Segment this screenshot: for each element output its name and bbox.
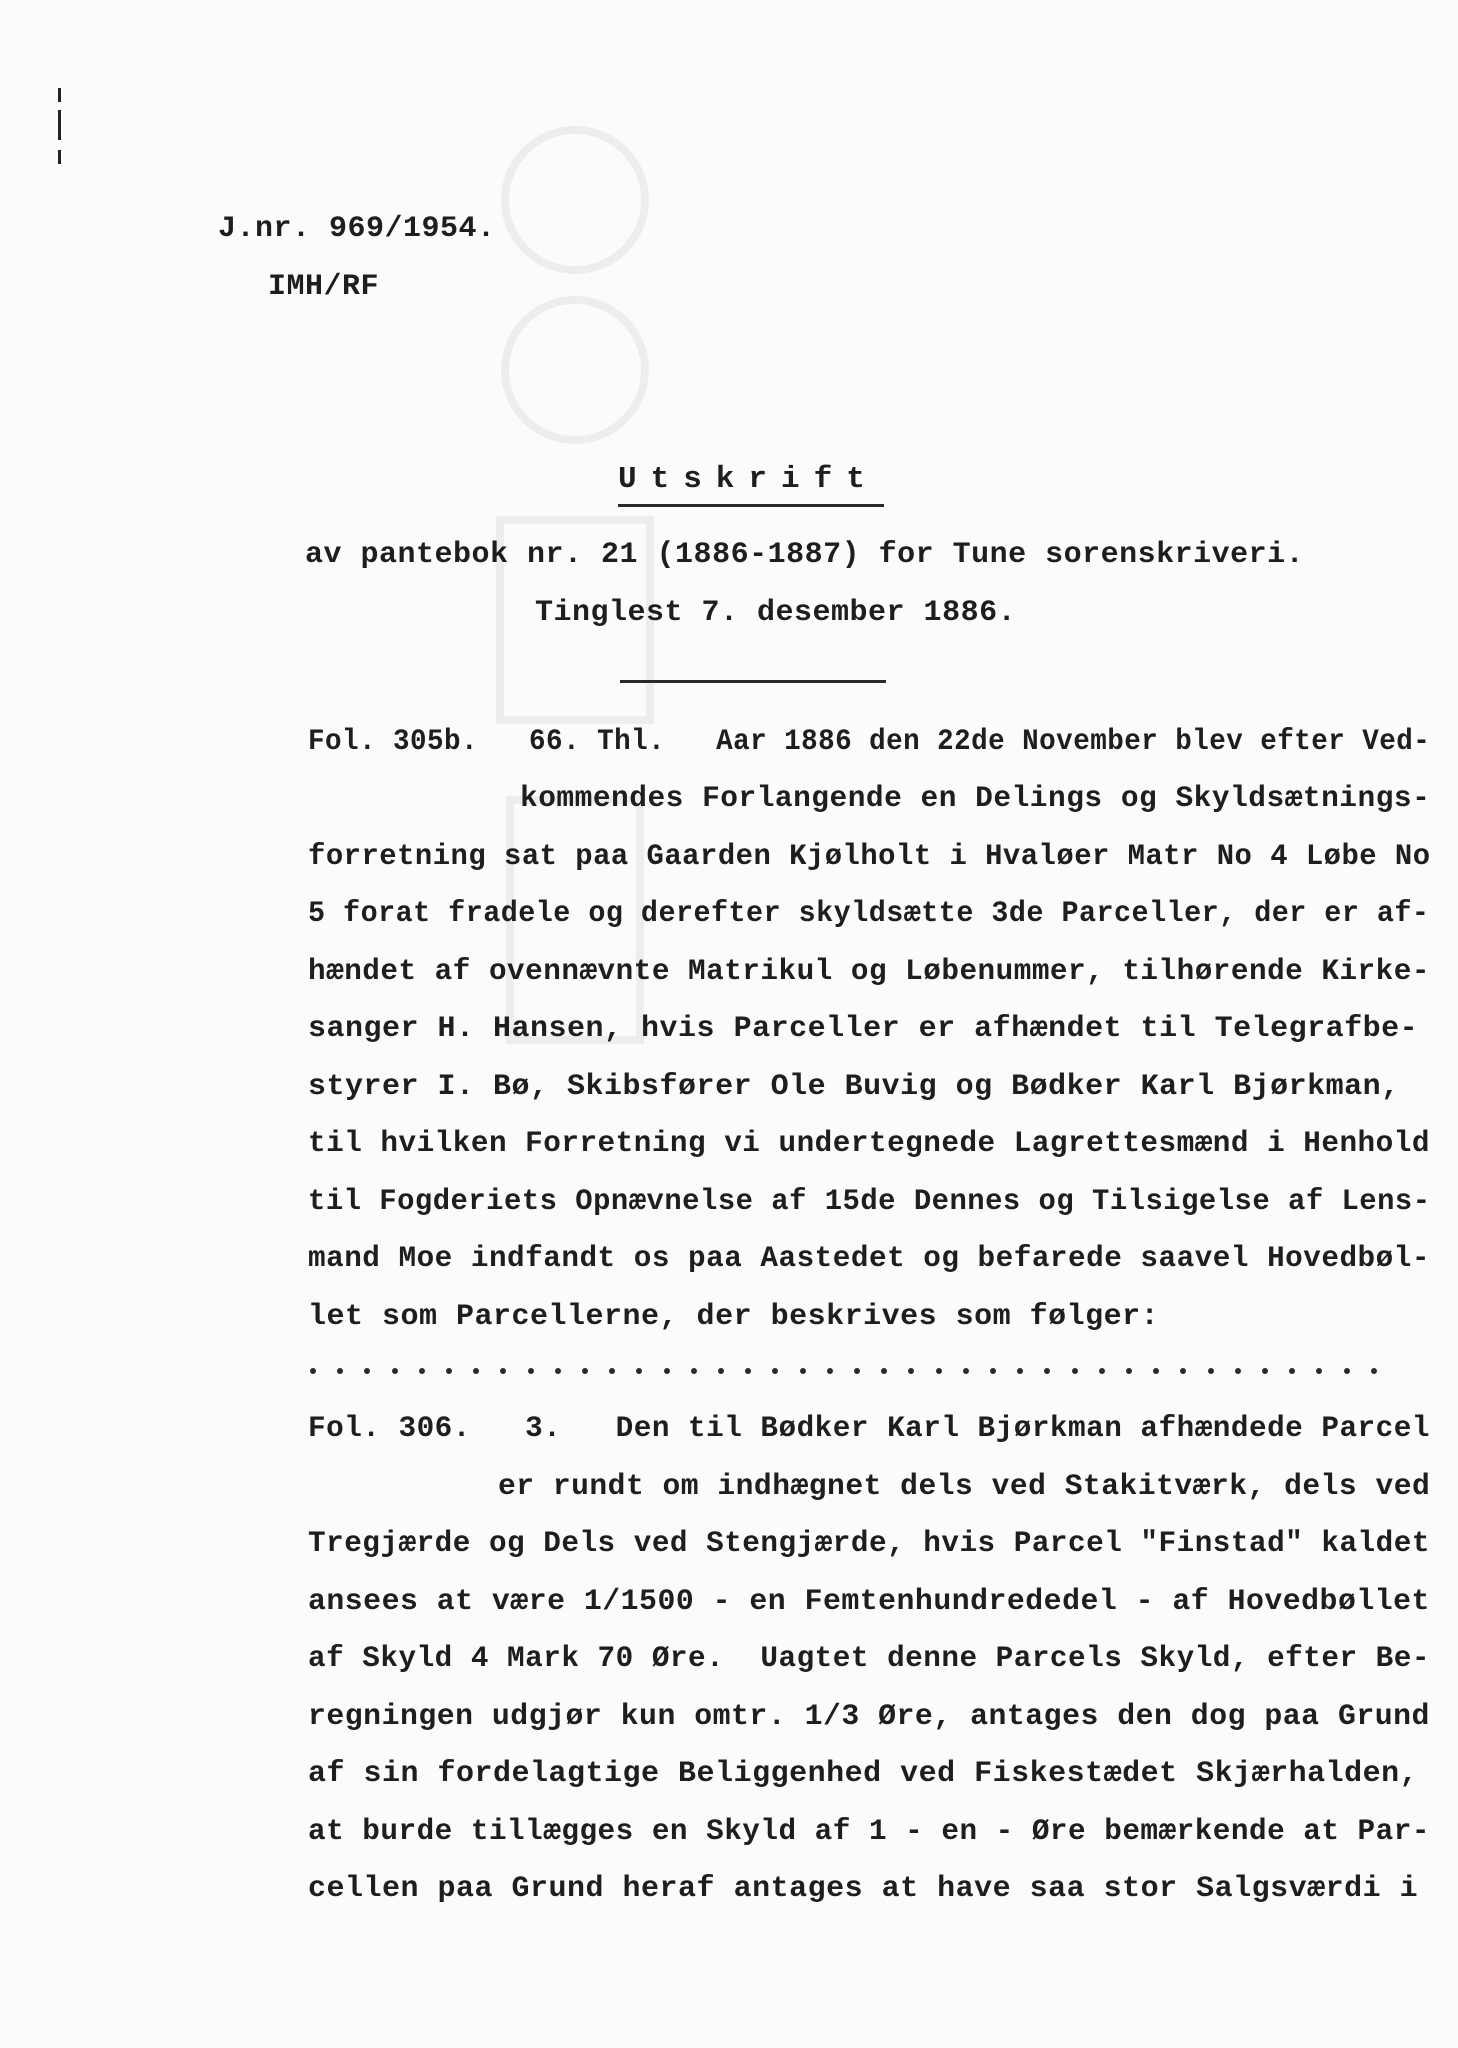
text-line: er rundt om indhægnet dels ved Stakitværk, dels ved: [498, 1470, 1431, 1504]
text-line: let som Parcellerne, der beskrives som følger:: [308, 1300, 1160, 1334]
document-title: Utskrift: [618, 462, 879, 497]
dot: [936, 1368, 942, 1374]
dot: [1126, 1368, 1132, 1374]
text-line: sanger H. Hansen, hvis Parceller er afhændet til Telegrafbe-: [308, 1012, 1419, 1046]
text-line: cellen paa Grund heraf antages at have saa stor Salgsværdi i: [308, 1872, 1419, 1906]
dot: [1099, 1368, 1105, 1374]
dot: [1262, 1368, 1268, 1374]
dot: [1344, 1368, 1350, 1374]
dot: [310, 1368, 316, 1374]
ellipsis-dot-line: [308, 1360, 1438, 1380]
dot: [990, 1368, 996, 1374]
text-line: kommendes Forlangende en Delings og Skyldsætnings-: [520, 782, 1431, 816]
text-line: forretning sat paa Gaarden Kjølholt i Hvaløer Matr No 4 Løbe No: [308, 840, 1431, 874]
dot: [446, 1368, 452, 1374]
dot: [1044, 1368, 1050, 1374]
text-line: til Fogderiets Opnævnelse af 15de Dennes og Tilsigelse af Lens-: [308, 1185, 1431, 1219]
dot: [881, 1368, 887, 1374]
dot: [1316, 1368, 1322, 1374]
text-line: ansees at være 1/1500 - en Femtenhundrededel - af Hovedbøllet: [308, 1585, 1430, 1619]
dot: [500, 1368, 506, 1374]
dot: [337, 1368, 343, 1374]
dot: [636, 1368, 642, 1374]
dot: [609, 1368, 615, 1374]
dot: [419, 1368, 425, 1374]
text-line: Fol. 306. 3. Den til Bødker Karl Bjørkman afhændede Parcel: [308, 1412, 1430, 1446]
text-line: til hvilken Forretning vi undertegnede Lagrettesmænd i Henhold: [308, 1127, 1430, 1161]
dot: [528, 1368, 534, 1374]
dot: [1371, 1368, 1377, 1374]
dot: [1153, 1368, 1159, 1374]
text-line: regningen udgjør kun omtr. 1/3 Øre, antages den dog paa Grund: [308, 1700, 1430, 1734]
dot: [364, 1368, 370, 1374]
text-line: hændet af ovennævnte Matrikul og Løbenummer, tilhørende Kirke-: [308, 955, 1430, 989]
text-line: styrer I. Bø, Skibsfører Ole Buvig og Bødker Karl Bjørkman,: [308, 1070, 1400, 1104]
text-line: Fol. 305b. 66. Thl. Aar 1886 den 22de November blev efter Ved-: [308, 725, 1431, 759]
dot: [772, 1368, 778, 1374]
title-underline: [618, 504, 884, 507]
dot: [1017, 1368, 1023, 1374]
journal-number: J.nr. 969/1954.: [218, 212, 496, 246]
dot: [827, 1368, 833, 1374]
dot: [664, 1368, 670, 1374]
dot: [963, 1368, 969, 1374]
text-line: at burde tillægges en Skyld af 1 - en - Øre bemærkende at Par-: [308, 1815, 1430, 1849]
text-line: af Skyld 4 Mark 70 Øre. Uagtet denne Parcels Skyld, efter Be-: [308, 1642, 1430, 1676]
dot: [745, 1368, 751, 1374]
document-subtitle: av pantebok nr. 21 (1886-1887) for Tune sorenskriveri.: [305, 538, 1305, 572]
separator-rule: [620, 680, 886, 683]
dot: [800, 1368, 806, 1374]
margin-mark: [56, 88, 64, 170]
dot: [1180, 1368, 1186, 1374]
registered-date: Tinglest 7. desember 1886.: [535, 596, 1017, 630]
text-line: mand Moe indfandt os paa Aastedet og befarede saavel Hovedbøl-: [308, 1242, 1430, 1276]
dot: [854, 1368, 860, 1374]
dot: [1289, 1368, 1295, 1374]
text-line: 5 forat fradele og derefter skyldsætte 3de Parceller, der er af-: [308, 897, 1430, 931]
dot: [473, 1368, 479, 1374]
dot: [392, 1368, 398, 1374]
dot: [718, 1368, 724, 1374]
text-line: Tregjærde og Dels ved Stengjærde, hvis Parcel "Finstad" kaldet: [308, 1527, 1430, 1561]
dot: [555, 1368, 561, 1374]
dot: [1208, 1368, 1214, 1374]
dot: [1235, 1368, 1241, 1374]
dot: [1072, 1368, 1078, 1374]
dot: [582, 1368, 588, 1374]
text-line: af sin fordelagtige Beliggenhed ved Fiskestædet Skjærhalden,: [308, 1757, 1419, 1791]
initials: IMH/RF: [268, 270, 380, 304]
dot: [908, 1368, 914, 1374]
dot: [691, 1368, 697, 1374]
